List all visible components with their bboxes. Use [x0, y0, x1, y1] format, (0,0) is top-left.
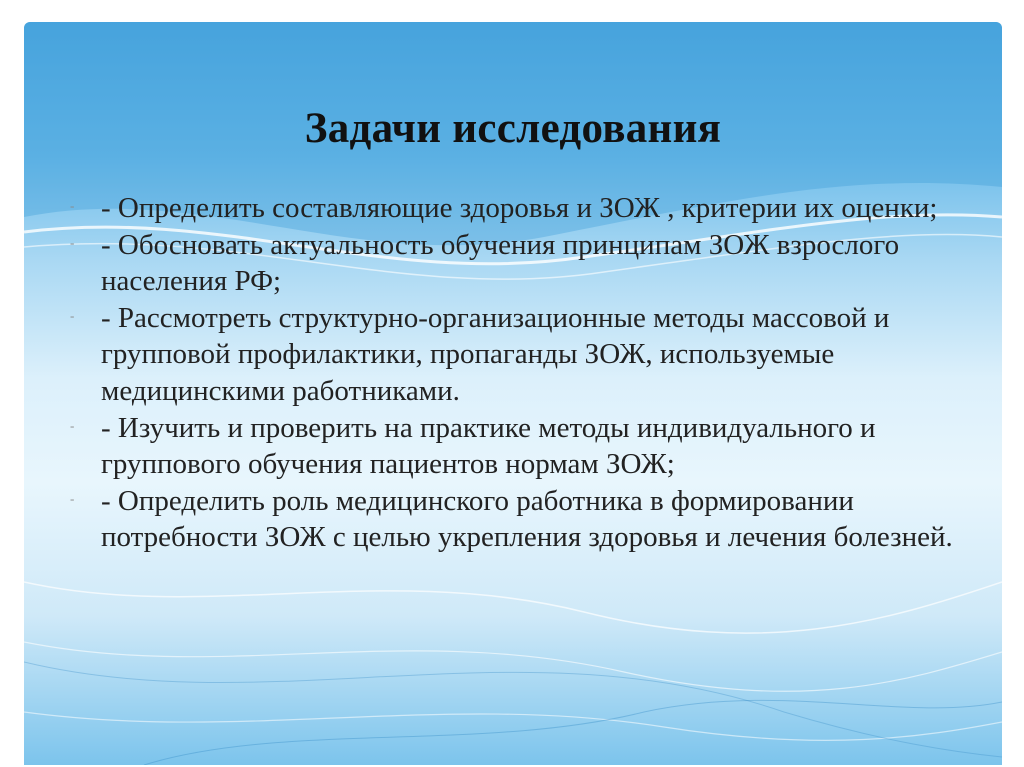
slide: [24, 22, 1002, 765]
list-item: [24, 227, 1002, 300]
task-text: - Рассмотреть структурно-организационные методы массовой и групповой профилактики, пропаганды ЗОЖ, используемые медицинскими работниками.: [101, 301, 890, 407]
task-text: - Определить роль медицинского работника в формировании потребности ЗОЖ с целью укрепления здоровья и лечения болезней.: [101, 484, 953, 554]
slide-title: Задачи исследования: [304, 105, 722, 152]
task-text: - Определить составляющие здоровья и ЗОЖ , критерии их оценки;: [101, 192, 938, 224]
bullet-marker: -: [70, 417, 75, 433]
list-item: [24, 190, 1002, 227]
bullet-marker: -: [70, 198, 75, 213]
bullet-marker: -: [70, 234, 75, 250]
bullet-marker: -: [70, 307, 75, 323]
list-item: [24, 410, 1002, 483]
task-text: - Обосновать актуальность обучения принципам ЗОЖ взрослого населения РФ;: [101, 228, 900, 298]
task-text: - Изучить и проверить на практике методы индивидуального и группового обучения пациентов нормам ЗОЖ;: [101, 411, 876, 481]
bullet-marker: -: [70, 490, 75, 506]
list-item: [24, 300, 1002, 410]
task-list: [24, 190, 1002, 556]
list-item: [24, 483, 1002, 556]
